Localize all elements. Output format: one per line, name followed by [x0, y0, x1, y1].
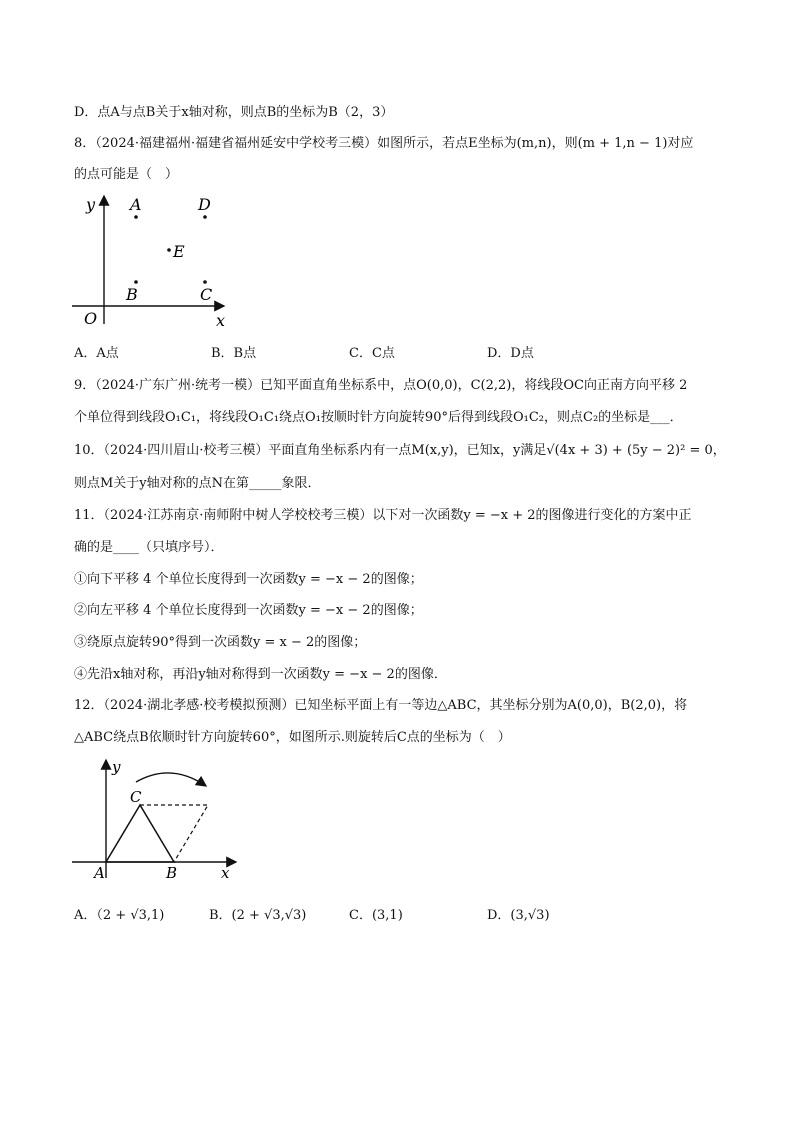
point-e-label: E	[173, 242, 185, 261]
point-c-label: C	[130, 788, 142, 806]
point-d-label: D	[198, 195, 211, 214]
rotated-triangle	[140, 805, 208, 862]
point-b-label: B	[166, 864, 178, 882]
q12-option-d: D．(3,√3)	[487, 908, 550, 923]
point-e	[167, 248, 171, 252]
q12-figure	[66, 754, 246, 884]
point-b	[134, 280, 138, 284]
q8-option-d: D．D点	[487, 346, 534, 361]
q12-option-b: B．(2 + √3,√3)	[209, 908, 307, 923]
q9-stem-line2: 个单位得到线段O₁C₁，将线段O₁C₁绕点O₁按顺时针方向旋转90°后得到线段O₁C₂，则点C₂的坐标是___．	[74, 410, 683, 425]
point-a	[134, 215, 138, 219]
triangle-abc	[106, 805, 174, 862]
q8-stem-line1: 8．（2024·福建福州·福建省福州延安中学校考三模）如图所示，若点E坐标为(m,n)，则(m + 1,n − 1)对应	[74, 136, 694, 151]
q11-choice-4: ④先沿x轴对称，再沿y轴对称得到一次函数y = −x − 2的图像．	[74, 667, 447, 682]
q12-option-c: C．(3,1)	[349, 908, 403, 923]
y-axis-label: y	[112, 758, 121, 776]
q8-option-a: A．A点	[74, 346, 119, 361]
q11-choice-2: ②向左平移 4 个单位长度得到一次函数y = −x − 2的图像；	[74, 603, 423, 618]
q8-option-b: B．B点	[211, 346, 257, 361]
y-axis-label: y	[86, 195, 96, 214]
point-a-label: A	[130, 195, 142, 214]
rotation-arrow	[136, 773, 206, 786]
origin-label: O	[84, 309, 98, 328]
q11-stem-line2: 确的是____（只填序号）．	[74, 540, 224, 555]
point-b-label: B	[126, 285, 138, 304]
q8-figure	[66, 192, 236, 332]
q11-stem-line1: 11．（2024·江苏南京·南师附中树人学校校考三模）以下对一次函数y = −x + 2的图像进行变化的方案中正	[74, 508, 692, 523]
q9-stem-line1: 9．（2024·广东广州·统考一模）已知平面直角坐标系中，点O(0,0)，C(2,2)，将线段OC向正南方向平移 2	[74, 378, 688, 393]
q11-choice-1: ①向下平移 4 个单位长度得到一次函数y = −x − 2的图像；	[74, 572, 423, 587]
q8-stem-line2: 的点可能是（ ）	[74, 167, 179, 182]
point-c-label: C	[200, 285, 213, 304]
q12-option-a: A．（2 + √3,1)	[74, 908, 165, 923]
x-axis-label: x	[221, 864, 230, 882]
x-axis-label: x	[216, 311, 226, 330]
point-c	[203, 280, 207, 284]
q12-stem-line1: 12．（2024·湖北孝感·校考模拟预测）已知坐标平面上有一等边△ABC，其坐标分别为A(0,0)，B(2,0)，将	[74, 698, 688, 713]
q11-choice-3: ③绕原点旋转90°得到一次函数y = x − 2的图像；	[74, 635, 367, 650]
q7-option-d: D．点A与点B关于x轴对称，则点B的坐标为B（2，3）	[74, 105, 394, 120]
point-d	[203, 215, 207, 219]
q12-stem-line2: △ABC绕点B依顺时针方向旋转60°，如图所示.则旋转后C点的坐标为（ ）	[74, 730, 511, 745]
q10-stem-line1: 10．（2024·四川眉山·校考三模）平面直角坐标系内有一点M(x,y)，已知x，y满足√(4x + 3) + (5y − 2)² = 0，	[74, 443, 726, 458]
q8-option-c: C．C点	[349, 346, 395, 361]
q10-stem-line2: 则点M关于y轴对称的点N在第_____象限．	[74, 476, 321, 491]
point-a-label: A	[94, 864, 105, 882]
